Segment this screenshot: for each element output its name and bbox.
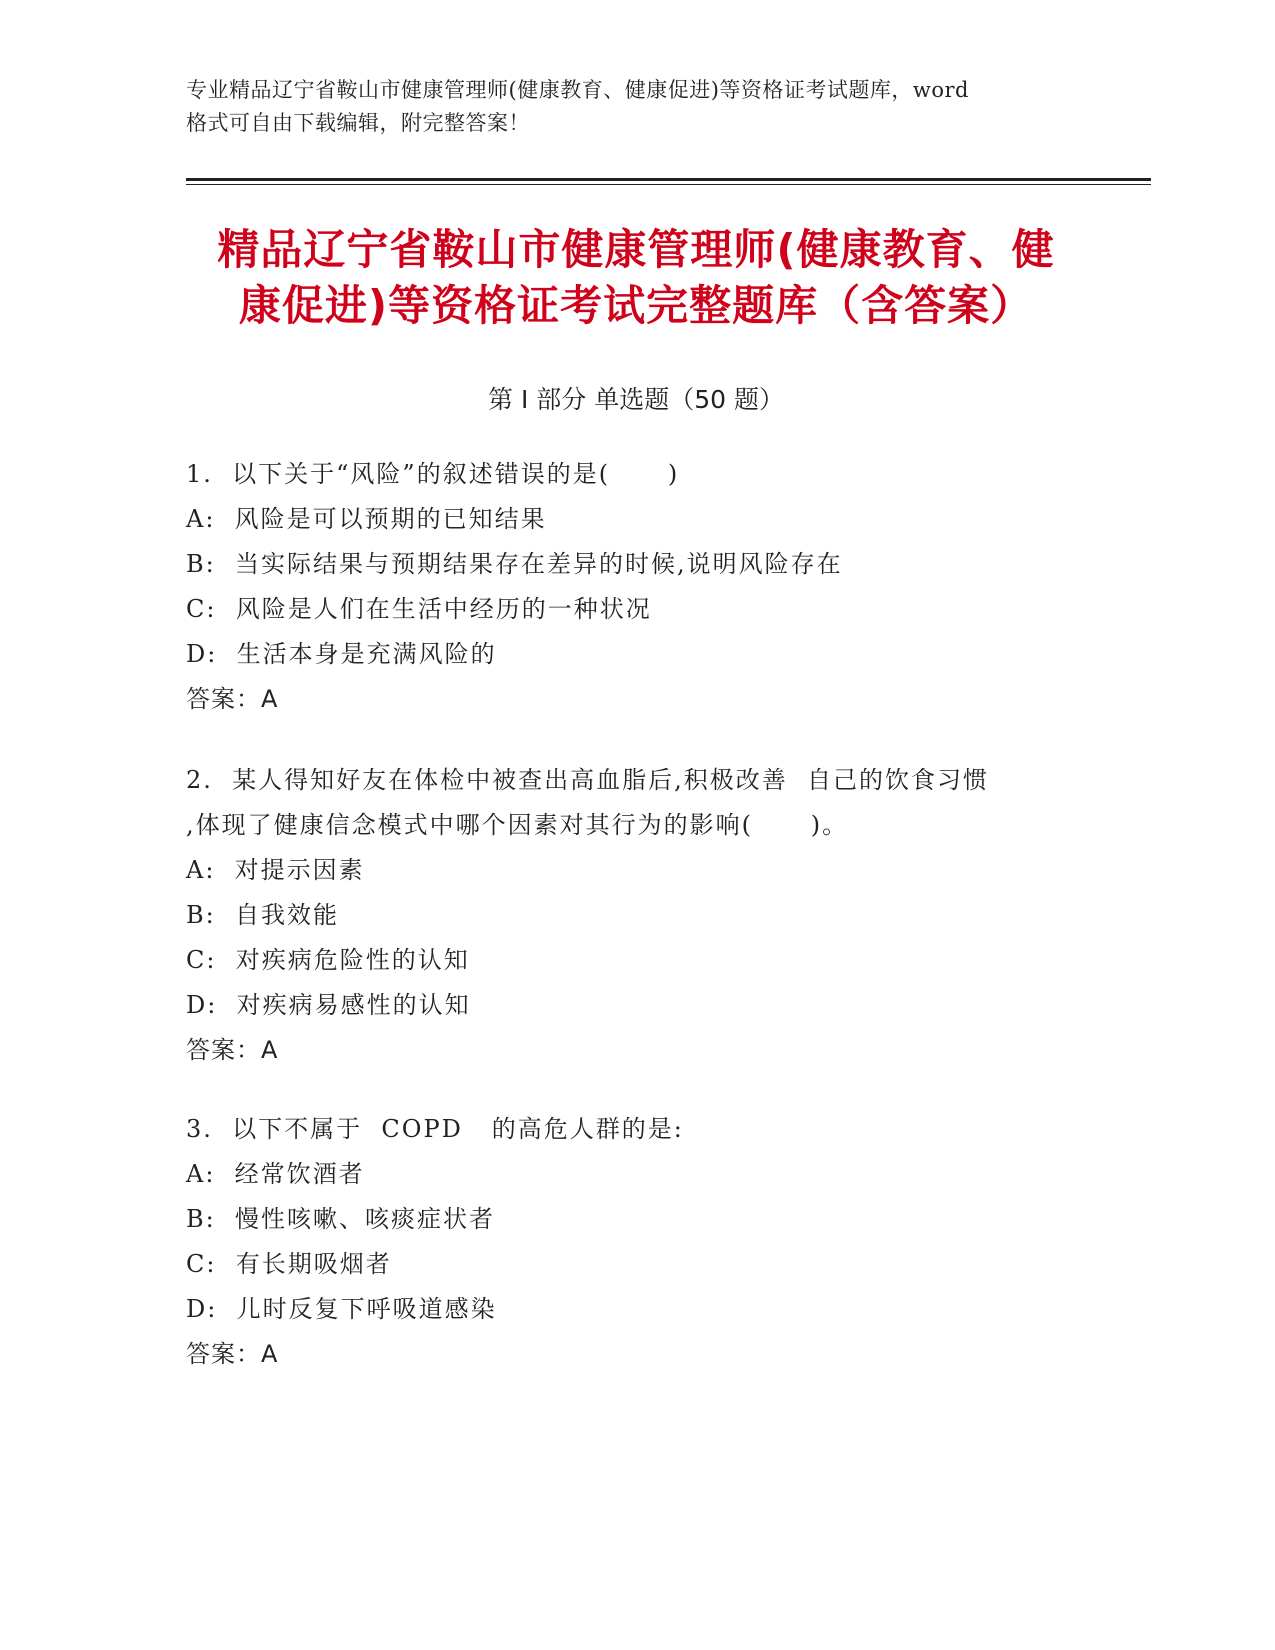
- option-d: D: 对疾病易感性的认知: [186, 991, 471, 1019]
- option-b: B: 慢性咳嗽、咳痰症状者: [186, 1205, 495, 1233]
- question-2: [186, 758, 1086, 1073]
- option-a: A: 对提示因素: [186, 856, 365, 884]
- question-1: [186, 452, 1086, 722]
- question-stem: 1. 以下关于“风险”的叙述错误的是( ): [186, 460, 680, 488]
- answer-label: 答案：A: [186, 685, 279, 713]
- question-stem-line1: 2. 某人得知好友在体检中被查出高血脂后,积极改善 自己的饮食习惯: [186, 766, 990, 794]
- document-title: [186, 222, 1086, 334]
- header-divider-thin: [186, 184, 1151, 185]
- document-title-line2: 康促进)等资格证考试完整题库（含答案）: [238, 281, 1034, 330]
- header-note-line2: 格式可自由下载编辑，附完整答案！: [186, 111, 530, 135]
- option-a: A: 经常饮酒者: [186, 1160, 365, 1188]
- option-b: B: 自我效能: [186, 901, 339, 929]
- option-b: B: 当实际结果与预期结果存在差异的时候,说明风险存在: [186, 550, 843, 578]
- question-stem-line2: ,体现了健康信念模式中哪个因素对其行为的影响( )。: [186, 811, 849, 839]
- document-title-line1: 精品辽宁省鞍山市健康管理师(健康教育、健: [217, 225, 1055, 274]
- option-c: C: 风险是人们在生活中经历的一种状况: [186, 595, 652, 623]
- header-note-line1: 专业精品辽宁省鞍山市健康管理师(健康教育、健康促进)等资格证考试题库，word: [186, 78, 969, 102]
- header-note: [186, 74, 1086, 140]
- option-a: A: 风险是可以预期的已知结果: [186, 505, 547, 533]
- option-c: C: 有长期吸烟者: [186, 1250, 392, 1278]
- option-d: D: 儿时反复下呼吸道感染: [186, 1295, 497, 1323]
- question-stem: 3. 以下不属于 COPD 的高危人群的是:: [186, 1115, 684, 1143]
- option-c: C: 对疾病危险性的认知: [186, 946, 470, 974]
- header-divider-thick: [186, 178, 1151, 181]
- section-heading: 第 I 部分 单选题（50 题）: [488, 385, 784, 414]
- option-d: D: 生活本身是充满风险的: [186, 640, 497, 668]
- answer-label: 答案：A: [186, 1036, 279, 1064]
- question-3: [186, 1107, 1086, 1377]
- answer-label: 答案：A: [186, 1340, 279, 1368]
